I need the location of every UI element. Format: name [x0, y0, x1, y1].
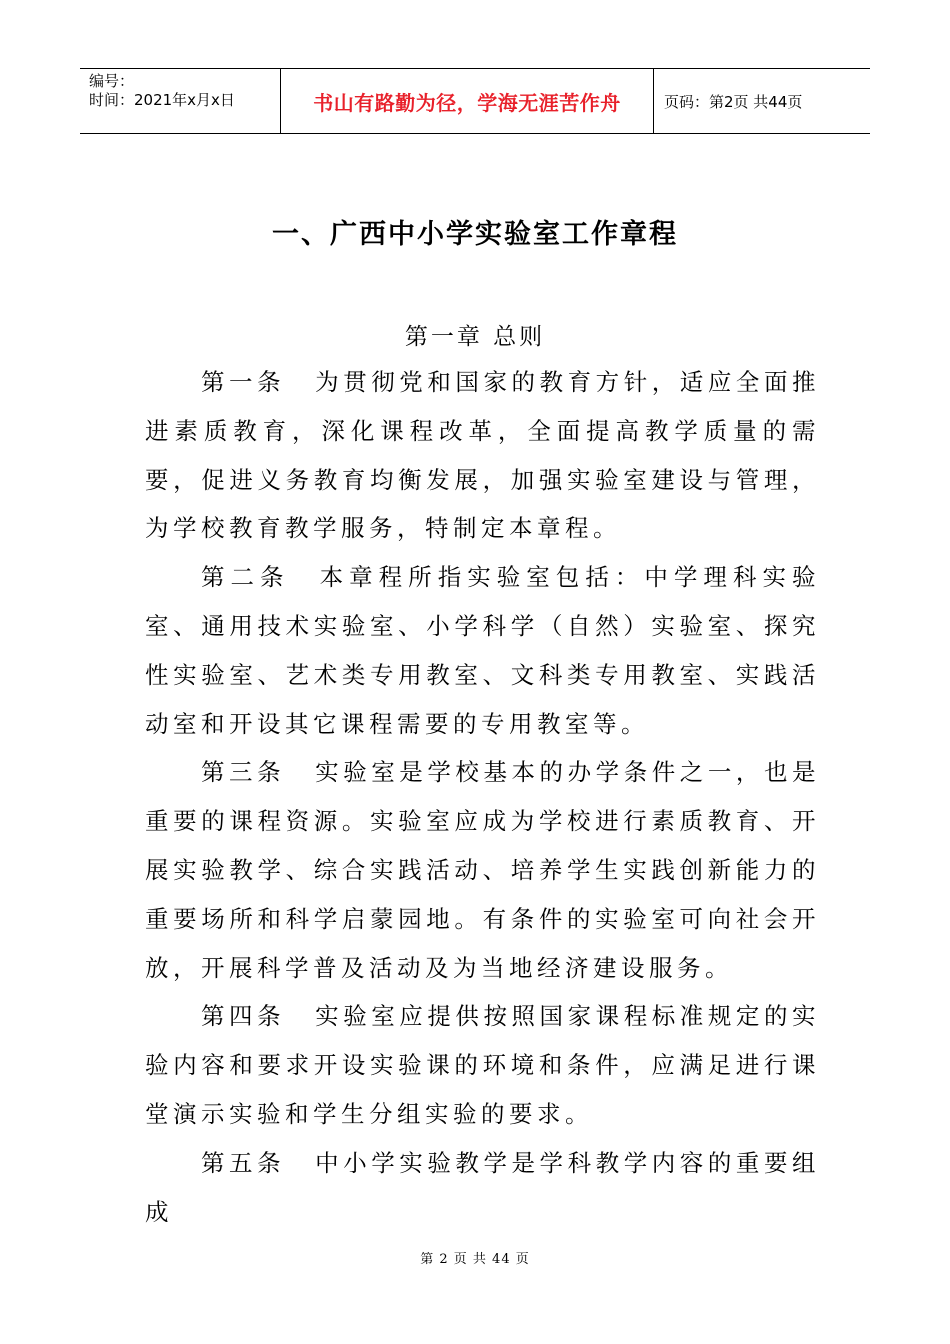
article-paragraph	[145, 992, 820, 1138]
header-motto: 书山有路勤为径，学海无涯苦作舟	[281, 69, 654, 133]
article-number: 第一条	[201, 368, 286, 396]
article-paragraph	[145, 748, 820, 992]
article-text: 为贯彻党和国家的教育方针，适应全面推进素质教育，深化课程改革，全面提高教学质量的需要，促进义务教育均衡发展，加强实验室建设与管理，为学校教育教学服务，特制定本章程。	[145, 368, 821, 543]
page-footer: 第 2 页 共 44 页	[420, 1252, 530, 1267]
article-text: 实验室应提供按照国家课程标准规定的实验内容和要求开设实验课的环境和条件，应满足进行课堂演示实验和学生分组实验的要求。	[145, 1002, 821, 1128]
number-label: 编号：	[89, 72, 135, 90]
article-text: 实验室是学校基本的办学条件之一，也是重要的课程资源。实验室应成为学校进行素质教育、开展实验教学、综合实践活动、培养学生实践创新能力的重要场所和科学启蒙园地。有条件的实验室可向社会开放，开展科学普及活动及为当地经济建设服务。	[145, 758, 821, 982]
article-number: 第二条	[201, 563, 290, 592]
article-text: 本章程所指实验室包括：中学理科实验室、通用技术实验室、小学科学（自然）实验室、探究性实验室、艺术类专用教室、文科类专用教室、实践活动室和开设其它课程需要的专用教室等。	[145, 563, 821, 738]
chapter-heading: 第一章 总则	[404, 324, 546, 350]
article-number: 第五条	[201, 1148, 286, 1177]
article-paragraph	[145, 358, 820, 553]
article-paragraph	[145, 553, 820, 748]
article-number: 第三条	[201, 758, 286, 787]
header-meta-cell	[80, 69, 281, 133]
body-text	[145, 358, 820, 1236]
article-number: 第四条	[201, 1002, 286, 1031]
article-paragraph	[145, 1139, 820, 1237]
document-title: 一、广西中小学实验室工作章程	[272, 219, 678, 250]
article-text: 中小学实验教学是学科教学内容的重要组成	[145, 1148, 821, 1226]
document-header	[80, 68, 870, 134]
time-label: 时间：2021年x月x日	[89, 91, 235, 109]
header-page-info: 页码：第2页 共44页	[664, 92, 803, 111]
